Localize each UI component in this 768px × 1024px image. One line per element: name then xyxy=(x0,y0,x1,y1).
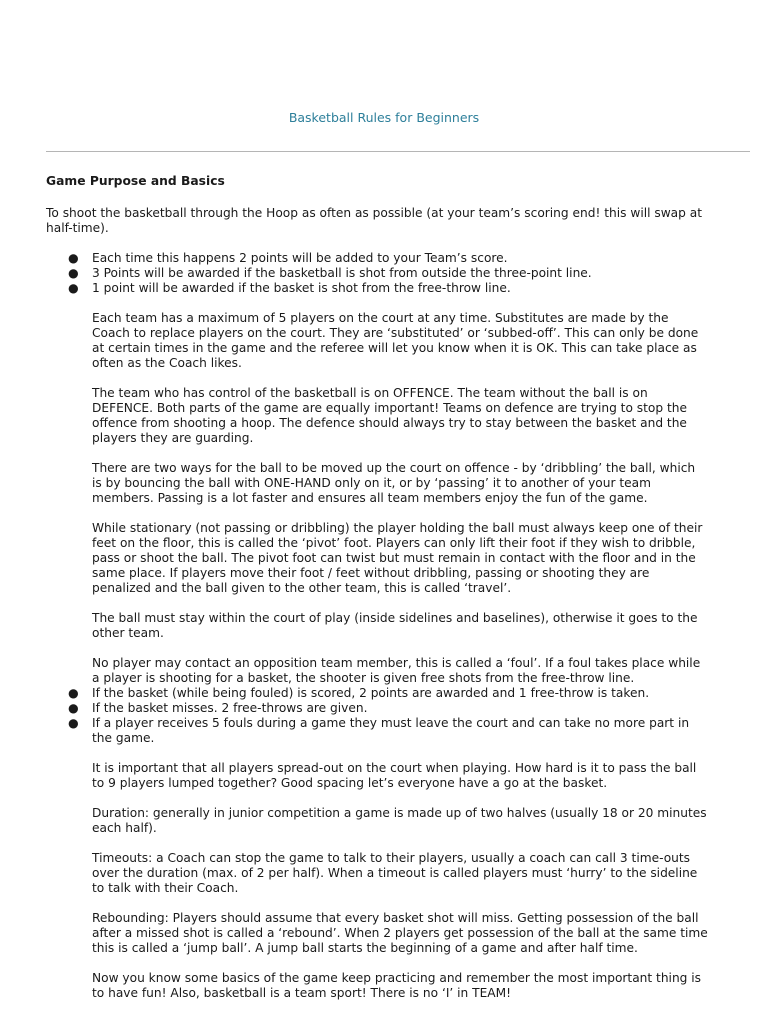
players-paragraph: Each team has a maximum of 5 players on the court at any time. Substitutes are made by the Coach to replace players on the court. They are ‘substituted’ or ‘subbed-off’. This can only be done at certain times in the game and the referee will let you know when it is OK. This can take place as often as the Coach likes. xyxy=(92,311,699,370)
foul-paragraph: No player may contact an opposition team member, this is called a ‘foul’. If a foul takes place while a player is shooting for a basket, the shooter is given free shots from the free-throw line. xyxy=(92,656,701,685)
foul-list xyxy=(46,686,708,746)
scoring-list xyxy=(46,251,708,296)
duration-paragraph: Duration: generally in junior competition a game is made up of two halves (usually 18 or 20 minutes each half). xyxy=(92,806,707,835)
closing-paragraph: Now you know some basics of the game keep practicing and remember the most important thing is to have fun! Also, basketball is a team sport! There is no ‘I’ in TEAM! xyxy=(92,971,702,1000)
document-title: Basketball Rules for Beginners xyxy=(288,110,480,125)
list-item: ● If a player receives 5 fouls during a game they must leave the court and can take no more part in the game. xyxy=(68,716,690,745)
list-item: ● Each time this happens 2 points will be added to your Team’s score. xyxy=(68,251,508,265)
rebounding-paragraph: Rebounding: Players should assume that every basket shot will miss. Getting possession of the ball after a missed shot is called a ‘rebound’. When 2 players get possession of the ball at the same time this is called a ‘jump ball’. A jump ball starts the beginning of a game and after half time. xyxy=(92,911,708,955)
bullet-icon: ● xyxy=(68,281,79,295)
bullet-icon: ● xyxy=(68,716,79,730)
timeouts-paragraph: Timeouts: a Coach can stop the game to talk to their players, usually a coach can call 3 time-outs over the duration (max. of 2 per half). When a timeout is called players must ‘hurry’ to the sideline to talk with their Coach. xyxy=(92,851,698,895)
offence-paragraph: The team who has control of the basketball is on OFFENCE. The team without the ball is on DEFENCE. Both parts of the game are equally important! Teams on defence are trying to stop the offence from shooting a hoop. The defence should always try to stay between the basket and the players they are guarding. xyxy=(92,386,687,445)
court-paragraph: The ball must stay within the court of play (inside sidelines and baselines), otherwise it goes to the other team. xyxy=(92,611,698,640)
bullet-icon: ● xyxy=(68,251,79,265)
bullet-icon: ● xyxy=(68,686,79,700)
list-item: ● 3 Points will be awarded if the basketball is shot from outside the three-point line. xyxy=(68,266,592,280)
pivot-paragraph: While stationary (not passing or dribbling) the player holding the ball must always keep one of their feet on the floor, this is called the ‘pivot’ foot. Players can only lift their foot if they wish to dribble, pass or shoot the ball. The pivot foot can twist but must remain in contact with the floor and in the same place. If players move their foot / feet without dribbling, passing or shooting they are penalized and the ball given to the other team, this is called ‘travel’. xyxy=(92,521,703,595)
list-item: ● If the basket (while being fouled) is scored, 2 points are awarded and 1 free-throw is taken. xyxy=(68,686,650,700)
document-body xyxy=(46,174,708,1016)
horizontal-divider xyxy=(46,151,750,152)
spread-paragraph: It is important that all players spread-out on the court when playing. How hard is it to pass the ball to 9 players lumped together? Good spacing let’s everyone have a go at the basket. xyxy=(92,761,697,790)
moving-paragraph: There are two ways for the ball to be moved up the court on offence - by ‘dribbling’ the ball, which is by bouncing the ball with ONE-HAND only on it, or by ‘passing’ it to another of your team members. Passing is a lot faster and ensures all team members enjoy the fun of the game. xyxy=(92,461,696,505)
intro-paragraph: To shoot the basketball through the Hoop as often as possible (at your team’s scoring end! this will swap at half-time). xyxy=(46,206,702,235)
section-heading: Game Purpose and Basics xyxy=(46,174,225,188)
list-item: ● 1 point will be awarded if the basket is shot from the free-throw line. xyxy=(68,281,511,295)
bullet-icon: ● xyxy=(68,701,79,715)
list-item: ● If the basket misses. 2 free-throws are given. xyxy=(68,701,368,715)
bullet-icon: ● xyxy=(68,266,79,280)
